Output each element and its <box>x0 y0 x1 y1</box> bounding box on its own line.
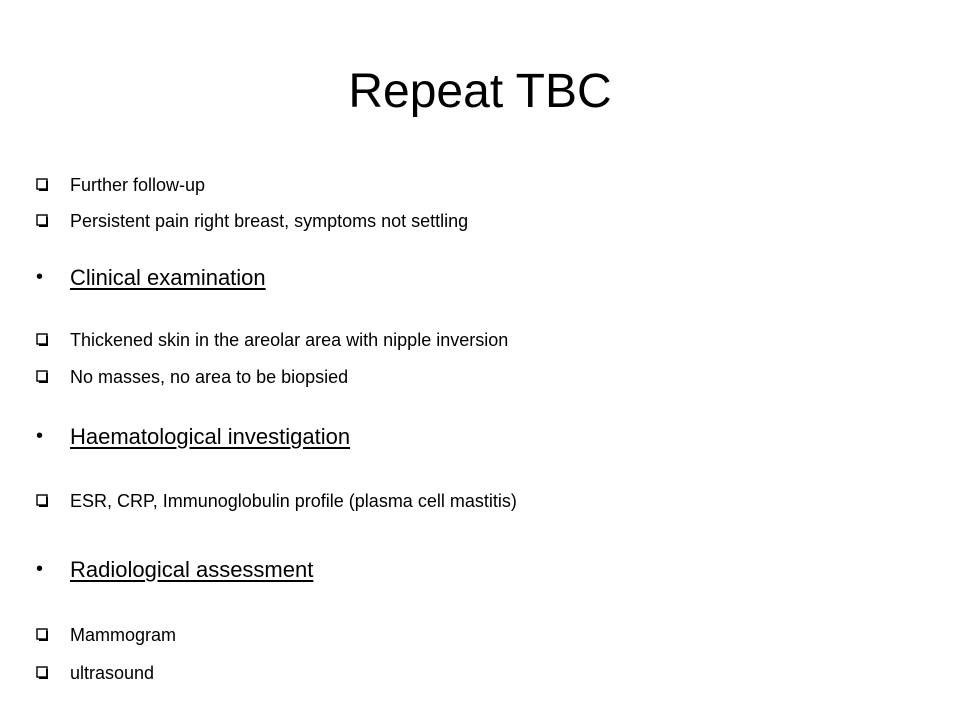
list-item-text: Thickened skin in the areolar area with nipple inversion <box>70 330 509 350</box>
slide-title: Repeat TBC <box>348 65 612 118</box>
bullet-icon: • <box>36 425 44 447</box>
checkbox-square-icon <box>36 494 50 508</box>
checkbox-square-icon <box>36 214 50 228</box>
list-item-text: Persistent pain right breast, symptoms not settling <box>70 211 469 231</box>
bullet-icon: • <box>36 558 44 580</box>
checkbox-square-icon <box>36 178 50 192</box>
checkbox-square-icon <box>36 666 50 680</box>
section-heading-text: Haematological investigation <box>70 424 351 449</box>
list-item-text: Further follow-up <box>70 175 206 195</box>
bullet-icon: • <box>36 266 44 288</box>
checkbox-square-icon <box>36 628 50 642</box>
checkbox-square-icon <box>36 370 50 384</box>
checkbox-square-icon <box>36 333 50 347</box>
list-item-text: No masses, no area to be biopsied <box>70 367 349 387</box>
list-item-text: ESR, CRP, Immunoglobulin profile (plasma cell mastitis) <box>70 491 517 511</box>
list-item-text: Mammogram <box>70 625 177 645</box>
list-item-text: ultrasound <box>70 663 155 683</box>
section-heading-text: Clinical examination <box>70 265 266 290</box>
section-heading-text: Radiological assessment <box>70 557 314 582</box>
